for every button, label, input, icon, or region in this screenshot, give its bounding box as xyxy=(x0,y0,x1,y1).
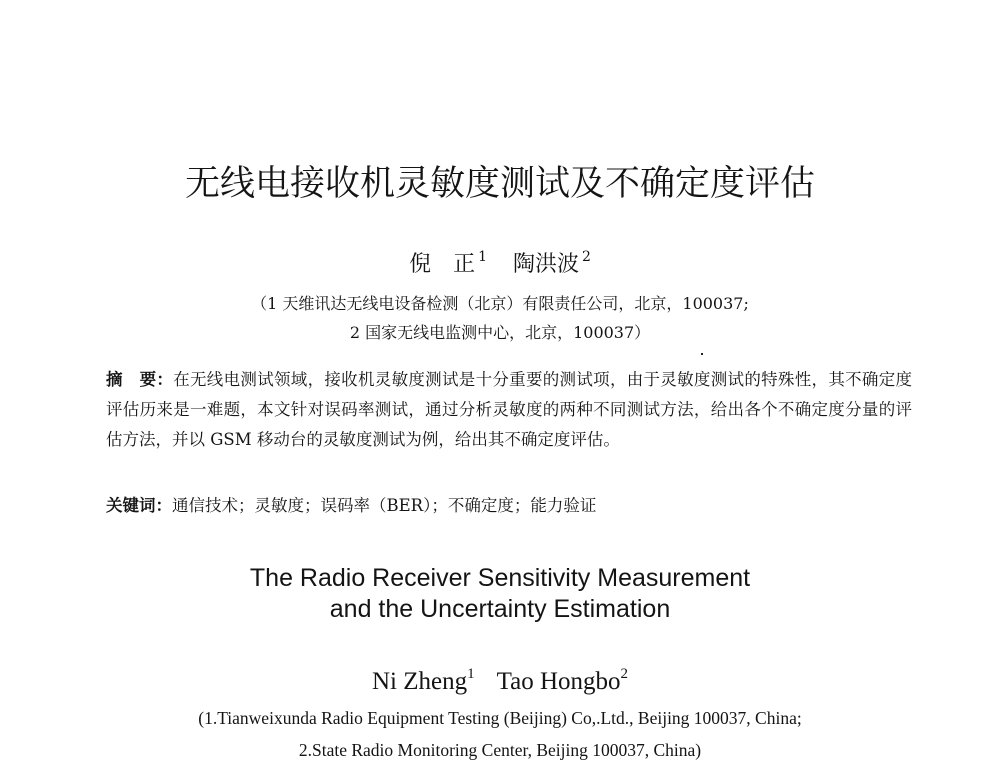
keywords-label: 关键词： xyxy=(106,496,172,515)
affiliation-line: 2.State Radio Monitoring Center, Beijing 100037, China) xyxy=(298,740,702,760)
author-name: 陶洪波 xyxy=(513,252,580,277)
english-title-line: The Radio Receiver Sensitivity Measurement xyxy=(249,564,751,592)
keywords-text: 通信技术；灵敏度；误码率（BER）；不确定度；能力验证 xyxy=(172,496,597,515)
english-title-line: and the Uncertainty Estimation xyxy=(329,595,671,623)
affiliation-line: （1 天维讯达无线电设备检测（北京）有限责任公司，北京，100037; xyxy=(251,294,749,313)
english-title xyxy=(0,563,1000,625)
abstract-label: 摘 要： xyxy=(106,370,174,389)
chinese-abstract xyxy=(106,365,912,455)
chinese-keywords xyxy=(106,492,912,520)
abstract-text: 在无线电测试领域，接收机灵敏度测试是十分重要的测试项，由于灵敏度测试的特殊性，其不确定度评估历来是一难题，本文针对误码率测试，通过分析灵敏度的两种不同测试方法，给出各个不确定度分量的评估方法，并以 GSM 移动台的灵敏度测试为例，给出其不确定度评估。 xyxy=(106,370,913,449)
english-authors xyxy=(0,656,1000,700)
author-affiliation-mark: 2 xyxy=(582,249,591,265)
scan-speck xyxy=(701,353,703,355)
author-name: 倪 正 xyxy=(409,252,476,277)
chinese-title: 无线电接收机灵敏度测试及不确定度评估 xyxy=(184,164,815,204)
author-affiliation-mark: 2 xyxy=(620,666,629,682)
affiliation-line: (1.Tianweixunda Radio Equipment Testing (Beijing) Co,.Ltd., Beijing 100037, China; xyxy=(198,708,802,728)
author-name: Ni Zheng xyxy=(371,668,468,695)
chinese-affiliations xyxy=(0,289,1000,347)
english-affiliations xyxy=(0,702,1000,766)
author-name: Tao Hongbo xyxy=(496,668,621,695)
chinese-authors xyxy=(0,240,1000,282)
author-affiliation-mark: 1 xyxy=(478,249,487,265)
affiliation-line: 2 国家无线电监测中心，北京，100037） xyxy=(349,323,651,342)
author-affiliation-mark: 1 xyxy=(467,666,475,682)
